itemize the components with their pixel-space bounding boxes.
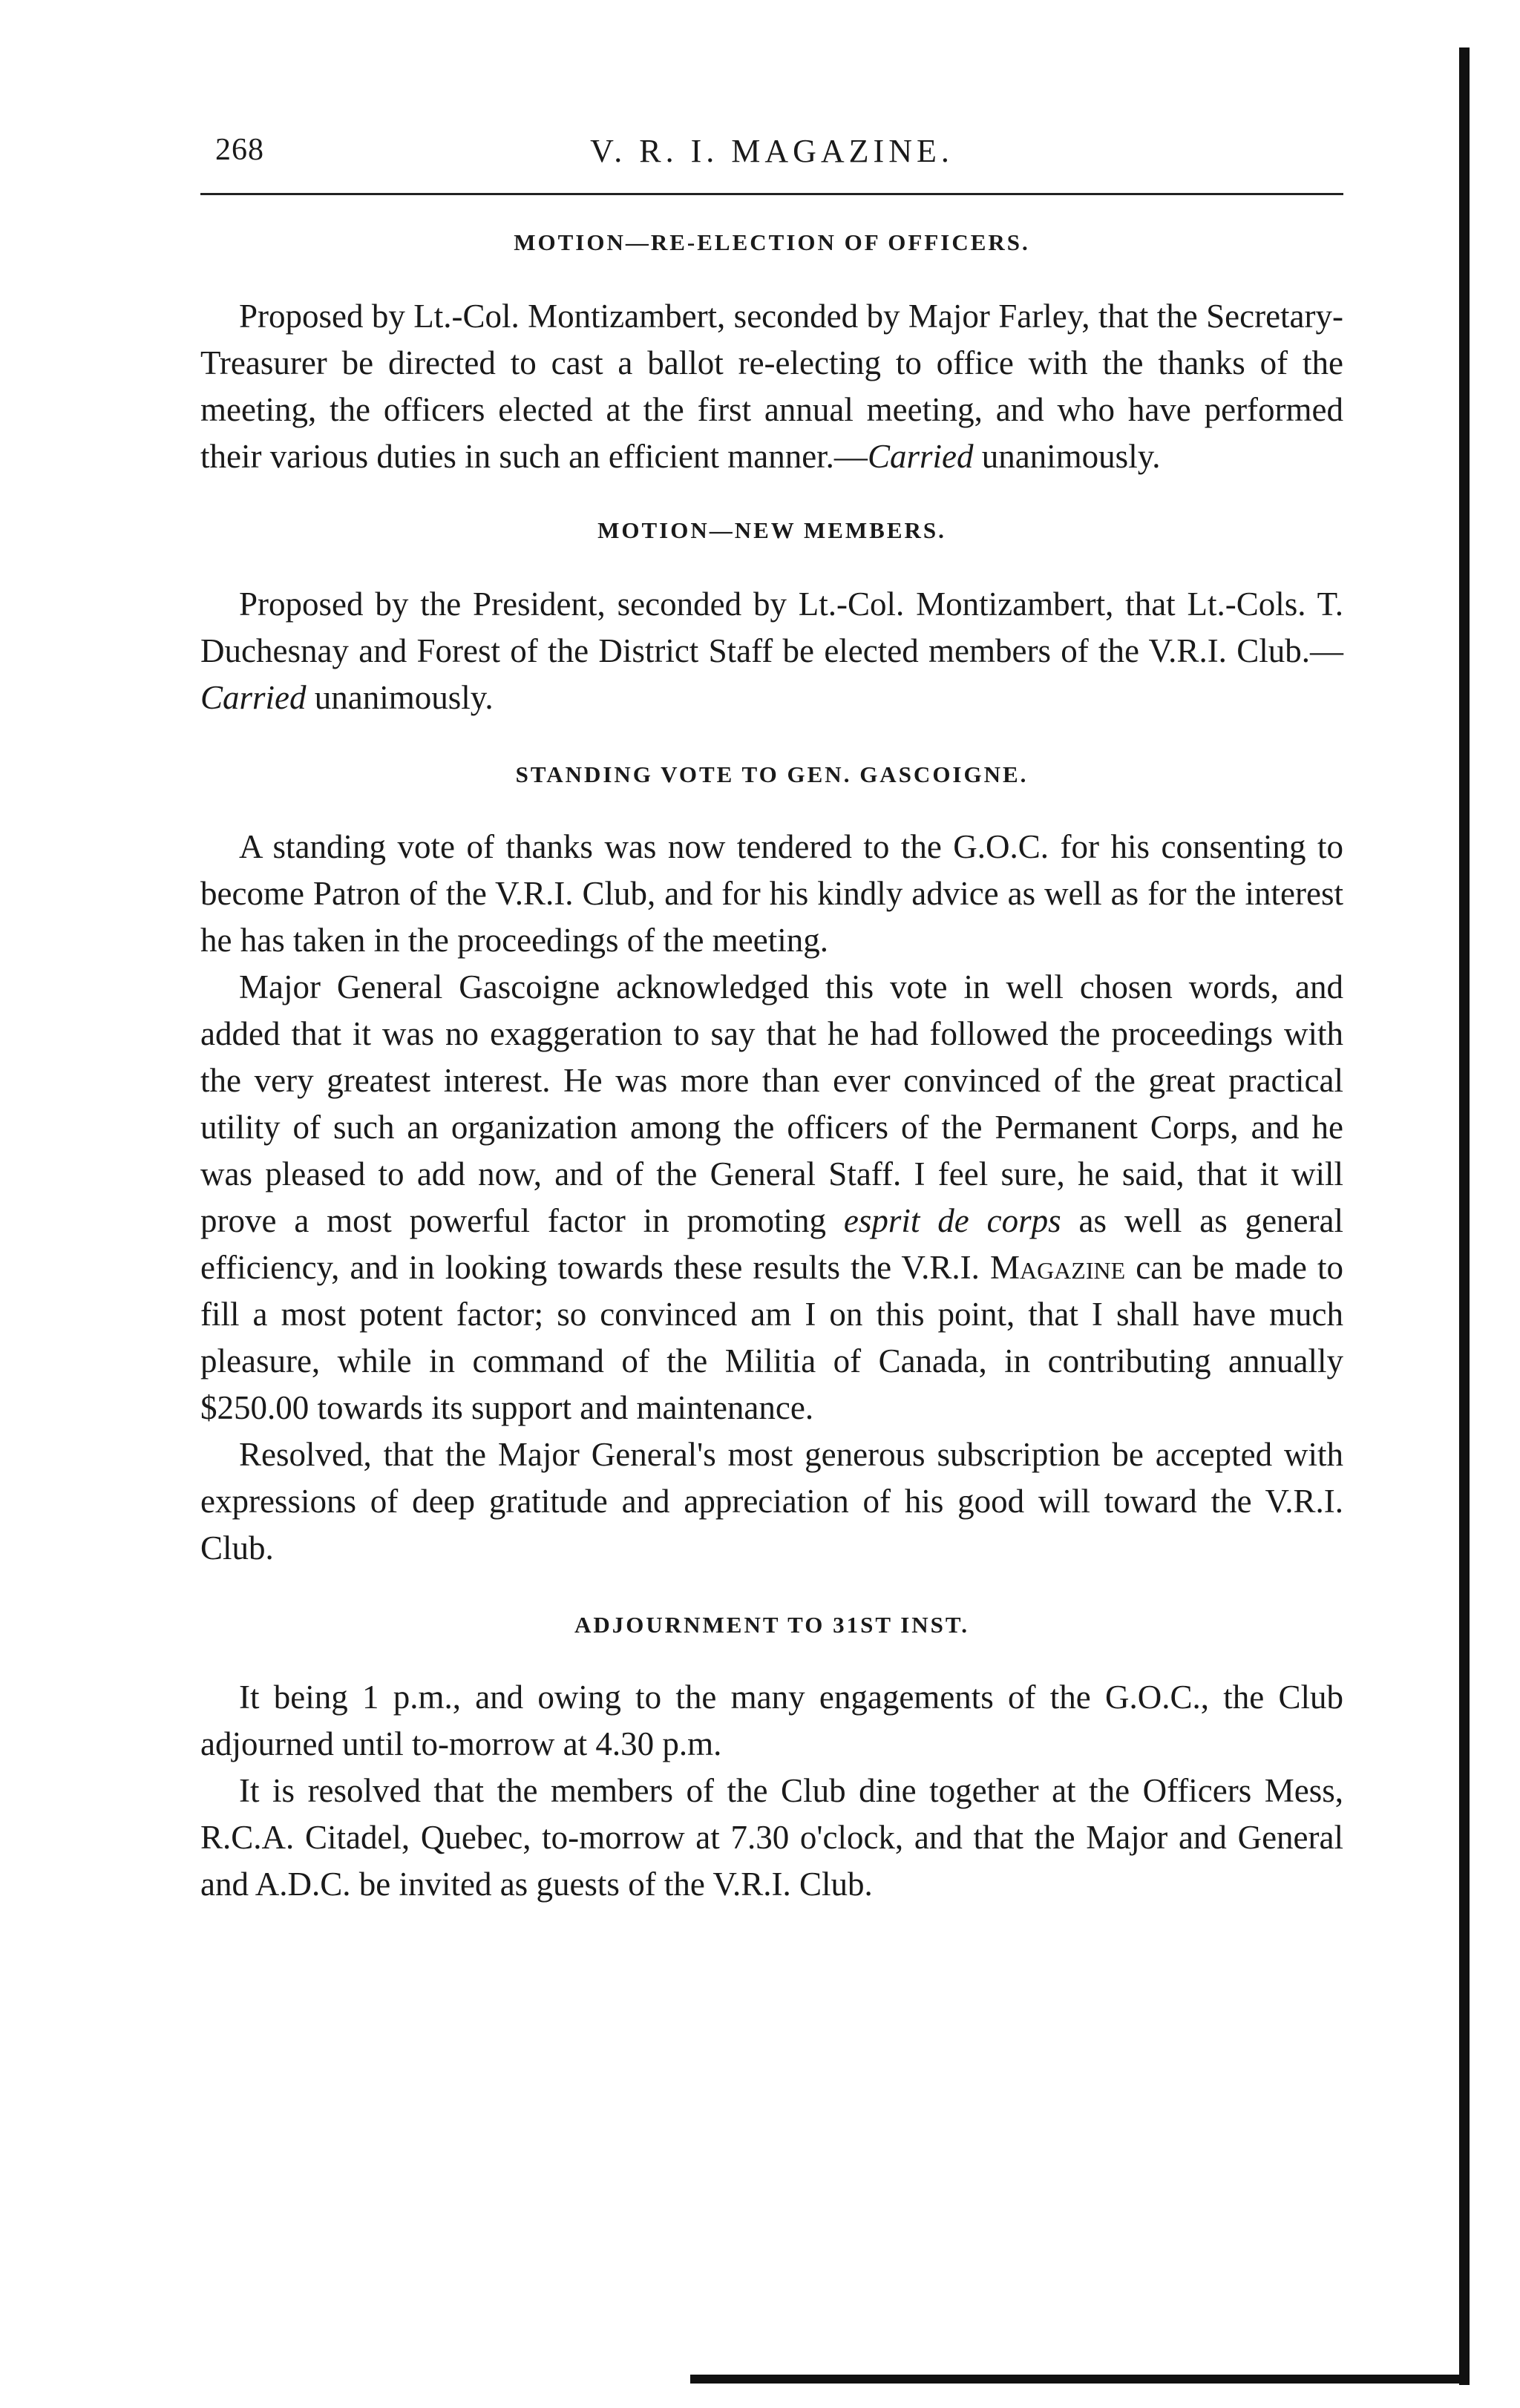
paragraph-adjournment: It being 1 p.m., and owing to the many engagements of the G.O.C., the Club adjourned until to-morrow at 4.30 p.m. bbox=[200, 1679, 1343, 1762]
paragraph-text: Major General Gascoigne acknowledged this vote in well chosen words, and added that it was no exaggeration to say that he had followed the proceedings with the very greatest interest. He was more than ever convinced of the great practical utility of such an organization among the officers of the Permanent Corps, and he was pleased to add now, and of the General Staff. I feel sure, he said, that it will prove a most powerful factor in promoting bbox=[200, 968, 1343, 1239]
running-head bbox=[200, 111, 1343, 195]
page-number: 268 bbox=[215, 133, 264, 167]
paragraph-text: unanimously. bbox=[306, 679, 494, 716]
page-edge-border-right bbox=[1459, 47, 1470, 2385]
paragraph-text: Proposed by the President, seconded by Lt.-Col. Montizambert, that Lt.-Cols. T. Duchesnay and Forest of the District Staff be elected members of the V.R.I. Club.— bbox=[200, 585, 1343, 669]
page-edge-border-bottom bbox=[690, 2375, 1470, 2384]
paragraph-text: Proposed by Lt.-Col. Montizambert, seconded by Major Farley, that the Secretary-Treasurer be directed to cast a ballot re-electing to office with the thanks of the meeting, the officers elected at the first annual meeting, and who have performed their various duties in such an efficient manner.— bbox=[200, 298, 1343, 475]
paragraph-gascoigne-reply bbox=[200, 964, 1343, 1431]
paragraph-standing-vote: A standing vote of thanks was now tendered to the G.O.C. for his consenting to become Patron of the V.R.I. Club, and for his kindly advice as well as for the interest he has taken in the proceedings of the meeting. bbox=[200, 828, 1343, 959]
italic-carried: Carried bbox=[200, 679, 307, 716]
paragraph-re-election bbox=[200, 293, 1343, 480]
section-heading-adjournment: ADJOURNMENT TO 31ST INST. bbox=[574, 1612, 970, 1638]
paragraph-dinner-resolution: It is resolved that the members of the Club dine together at the Officers Mess, R.C.A. Citadel, Quebec, to-morrow at 7.30 o'clock, and that the Major and General and A.D.C. be invited as guests of the V.R.I. Club. bbox=[200, 1772, 1343, 1903]
italic-carried: Carried bbox=[867, 438, 974, 475]
section-heading-re-election: MOTION—RE-ELECTION OF OFFICERS. bbox=[514, 229, 1030, 255]
paragraph-new-members bbox=[200, 581, 1343, 721]
smallcaps-magazine: Magazine bbox=[989, 1249, 1126, 1286]
paragraph-resolved-subscription: Resolved, that the Major General's most generous subscription be accepted with expressions of deep gratitude and appreciation of his good will toward the V.R.I. Club. bbox=[200, 1436, 1343, 1566]
page bbox=[200, 111, 1343, 2338]
section-heading-new-members: MOTION—NEW MEMBERS. bbox=[597, 517, 946, 543]
journal-title: V. R. I. MAGAZINE. bbox=[590, 133, 954, 169]
paragraph-text: unanimously. bbox=[973, 438, 1161, 475]
paragraph-text: as well as general efficiency, and in looking towards these results the V.R.I. bbox=[200, 1202, 1343, 1286]
italic-esprit-de-corps: esprit de corps bbox=[843, 1202, 1061, 1239]
paragraph-text: can be made to fill a most potent factor; so convinced am I on this point, that I shall have much pleasure, while in command of the Militia of Canada, in contributing annually $250.00 towards its support and maintenance. bbox=[200, 1249, 1343, 1426]
section-heading-standing-vote: STANDING VOTE TO GEN. GASCOIGNE. bbox=[515, 761, 1029, 787]
